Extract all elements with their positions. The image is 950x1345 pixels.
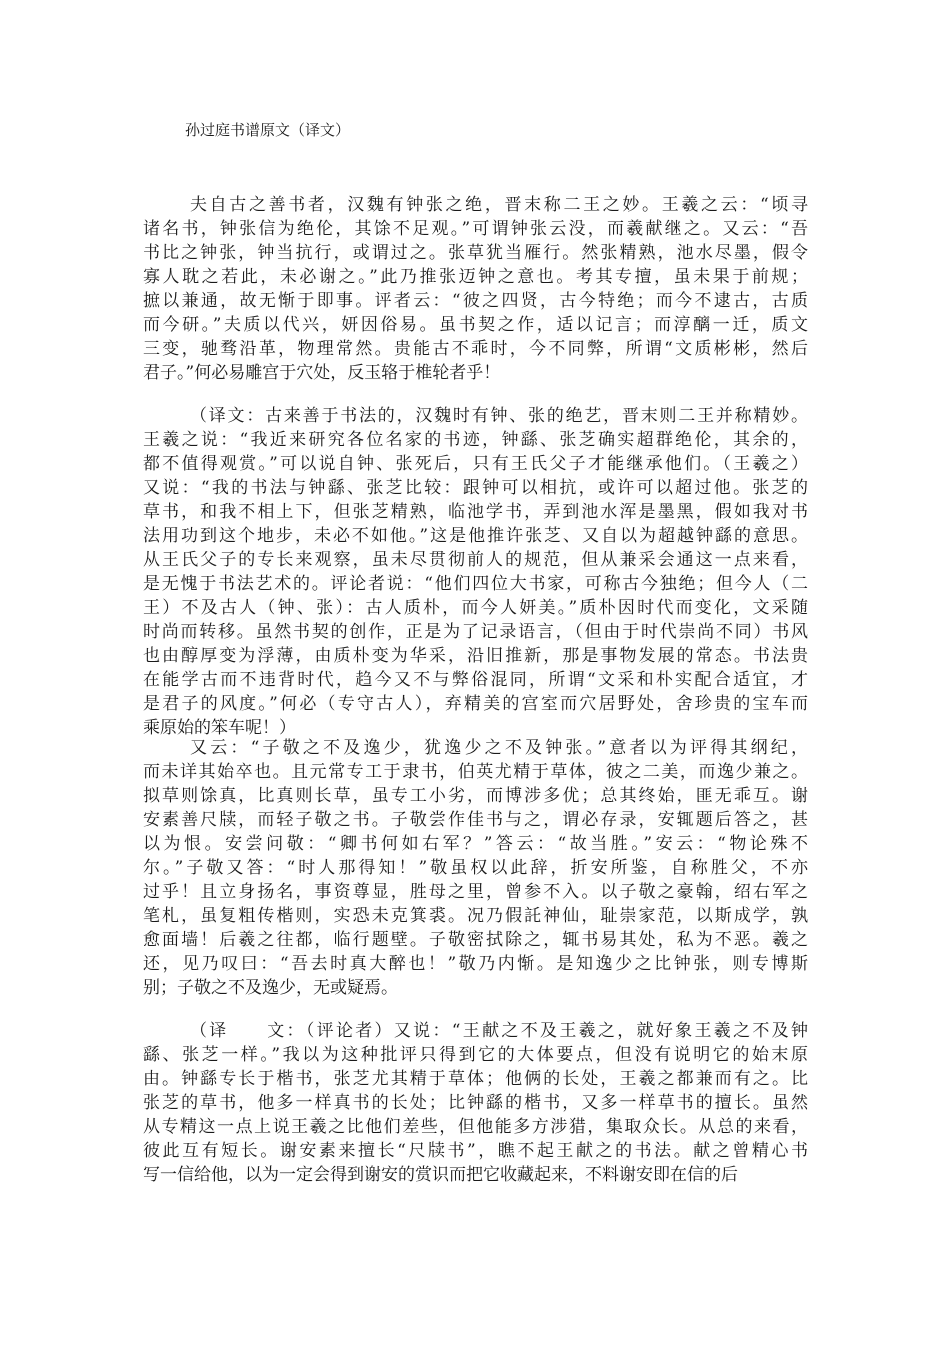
- paragraph-original-1: [0, 193, 950, 385]
- text-line: 还，见乃叹曰：“吾去时真大醉也！”敬乃内惭。是知逸少之比钟张，则专博斯: [143, 954, 808, 974]
- text-line: 诸名书，钟张信为绝伦，其馀不足观。”可谓钟张云没，而羲献继之。又云：“吾: [143, 219, 808, 239]
- text-line: 是君子的风度。”何必（专守古人），弃精美的宫室而穴居野处，舍珍贵的宝车而: [143, 694, 808, 714]
- text-line: 从王氏父子的专长来观察，虽未尽贯彻前人的规范，但从兼采会通这一点来看，: [143, 550, 808, 570]
- text-line: 愈面墙！后羲之往都，临行题壁。子敬密拭除之，辄书易其处，私为不恶。羲之: [143, 930, 808, 950]
- text-line: 以为恨。安尝问敬：“卿书何如右军？”答云：“故当胜。”安云：“物论殊不: [143, 834, 808, 854]
- text-line: 繇、张芝一样。”我以为这种批评只得到它的大体要点，但没有说明它的始末原: [143, 1045, 808, 1065]
- text-line: 拟草则馀真，比真则长草，虽专工小劣，而博涉多优；总其终始，匪无乖互。谢: [143, 786, 808, 806]
- text-line: 张芝的草书，他多一样真书的长处；比钟繇的楷书，又多一样草书的擅长。虽然: [143, 1093, 808, 1113]
- text-line: 草书，和我不相上下，但张芝精熟，临池学书，弄到池水浑是墨黑，假如我对书: [143, 502, 808, 522]
- text-line: 时尚而转移。虽然书契的创作，正是为了记录语言，（但由于时代崇尚不同）书风: [143, 622, 808, 642]
- text-line: 书比之钟张，钟当抗行，或谓过之。张草犹当雁行。然张精熟，池水尽墨，假令: [143, 243, 808, 263]
- text-line: 寡人耽之若此，未必谢之。”此乃推张迈钟之意也。考其专擅，虽未果于前规；: [143, 267, 808, 287]
- text-line: 也由醇厚变为浮薄，由质朴变为华采，沿旧推新，那是事物发展的常态。书法贵: [143, 646, 808, 666]
- document-title: 孙过庭书谱原文（译文）: [185, 121, 351, 139]
- text-line: 而今研。”夫质以代兴，妍因俗易。虽书契之作，适以记言；而淳醨一迁，质文: [143, 315, 808, 335]
- text-line: 都不值得观赏。”可以说自钟、张死后，只有王氏父子才能继承他们。（王羲之）: [143, 454, 808, 474]
- text-line: 王羲之说：“我近来研究各位名家的书迹，钟繇、张芝确实超群绝伦，其余的，: [143, 430, 808, 450]
- text-line: 君子。”何必易雕宫于穴处，反玉辂于椎轮者乎！: [143, 363, 501, 383]
- text-line: 乘原始的笨车呢！）: [143, 718, 296, 738]
- text-line: 又云：“子敬之不及逸少，犹逸少之不及钟张。”意者以为评得其纲纪，: [190, 738, 808, 758]
- text-line: 写一信给他，以为一定会得到谢安的赏识而把它收藏起来，不料谢安即在信的后: [143, 1165, 738, 1185]
- text-line: 别；子敬之不及逸少，无或疑焉。: [143, 978, 398, 998]
- text-line: 夫自古之善书者，汉魏有钟张之绝，晋末称二王之妙。王羲之云：“顷寻: [190, 195, 808, 215]
- text-line: （译文：古来善于书法的，汉魏时有钟、张的绝艺，晋末则二王并称精妙。: [190, 406, 808, 426]
- text-line: 彼此互有短长。谢安素来擅长“尺牍书”，瞧不起王献之的书法。献之曾精心书: [143, 1141, 808, 1161]
- paragraph-translation-1: [0, 404, 950, 740]
- text-line: 而未详其始卒也。且元常专工于隶书，伯英尤精于草体，彼之二美，而逸少兼之。: [143, 762, 808, 782]
- text-line: （译 文：（评论者）又说：“王献之不及王羲之，就好象王羲之不及钟: [190, 1021, 808, 1041]
- text-line: 三变，驰骛沿革，物理常然。贵能古不乖时，今不同弊，所谓“文质彬彬，然后: [143, 339, 808, 359]
- text-line: 摭以兼通，故无惭于即事。评者云：“彼之四贤，古今特绝；而今不逮古，古质: [143, 291, 808, 311]
- text-line: 从专精这一点上说王羲之比他们差些，但他能多方涉猎，集取众长。从总的来看，: [143, 1117, 808, 1137]
- text-line: 是无愧于书法艺术的。评论者说：“他们四位大书家，可称古今独绝；但今人（二: [143, 574, 808, 594]
- text-line: 笔札，虽复粗传楷则，实恐未克箕裘。况乃假託神仙，耻崇家范，以斯成学，孰: [143, 906, 808, 926]
- text-line: 尔。”子敬又答：“时人那得知！”敬虽权以此辞，折安所鉴，自称胜父，不亦: [143, 858, 808, 878]
- text-line: 在能学古而不违背时代，趋今又不与弊俗混同，所谓“文采和朴实配合适宜，才: [143, 670, 808, 690]
- text-line: 安素善尺牍，而轻子敬之书。子敬尝作佳书与之，谓必存录，安辄题后答之，甚: [143, 810, 808, 830]
- text-line: 由。钟繇专长于楷书，张芝尤其精于草体；他俩的长处，王羲之都兼而有之。比: [143, 1069, 808, 1089]
- text-line: 法用功到这个地步，未必不如他。”这是他推许张芝、又自以为超越钟繇的意思。: [143, 526, 808, 546]
- text-line: 王）不及古人（钟、张）：古人质朴，而今人妍美。”质朴因时代而变化，文采随: [143, 598, 808, 618]
- text-line: 又说：“我的书法与钟繇、张芝比较：跟钟可以相抗，或许可以超过他。张芝的: [143, 478, 808, 498]
- paragraph-original-2: [0, 736, 950, 1000]
- paragraph-translation-2: [0, 1019, 950, 1187]
- text-line: 过乎！且立身扬名，事资尊显，胜母之里，曾参不入。以子敬之豪翰，绍右军之: [143, 882, 808, 902]
